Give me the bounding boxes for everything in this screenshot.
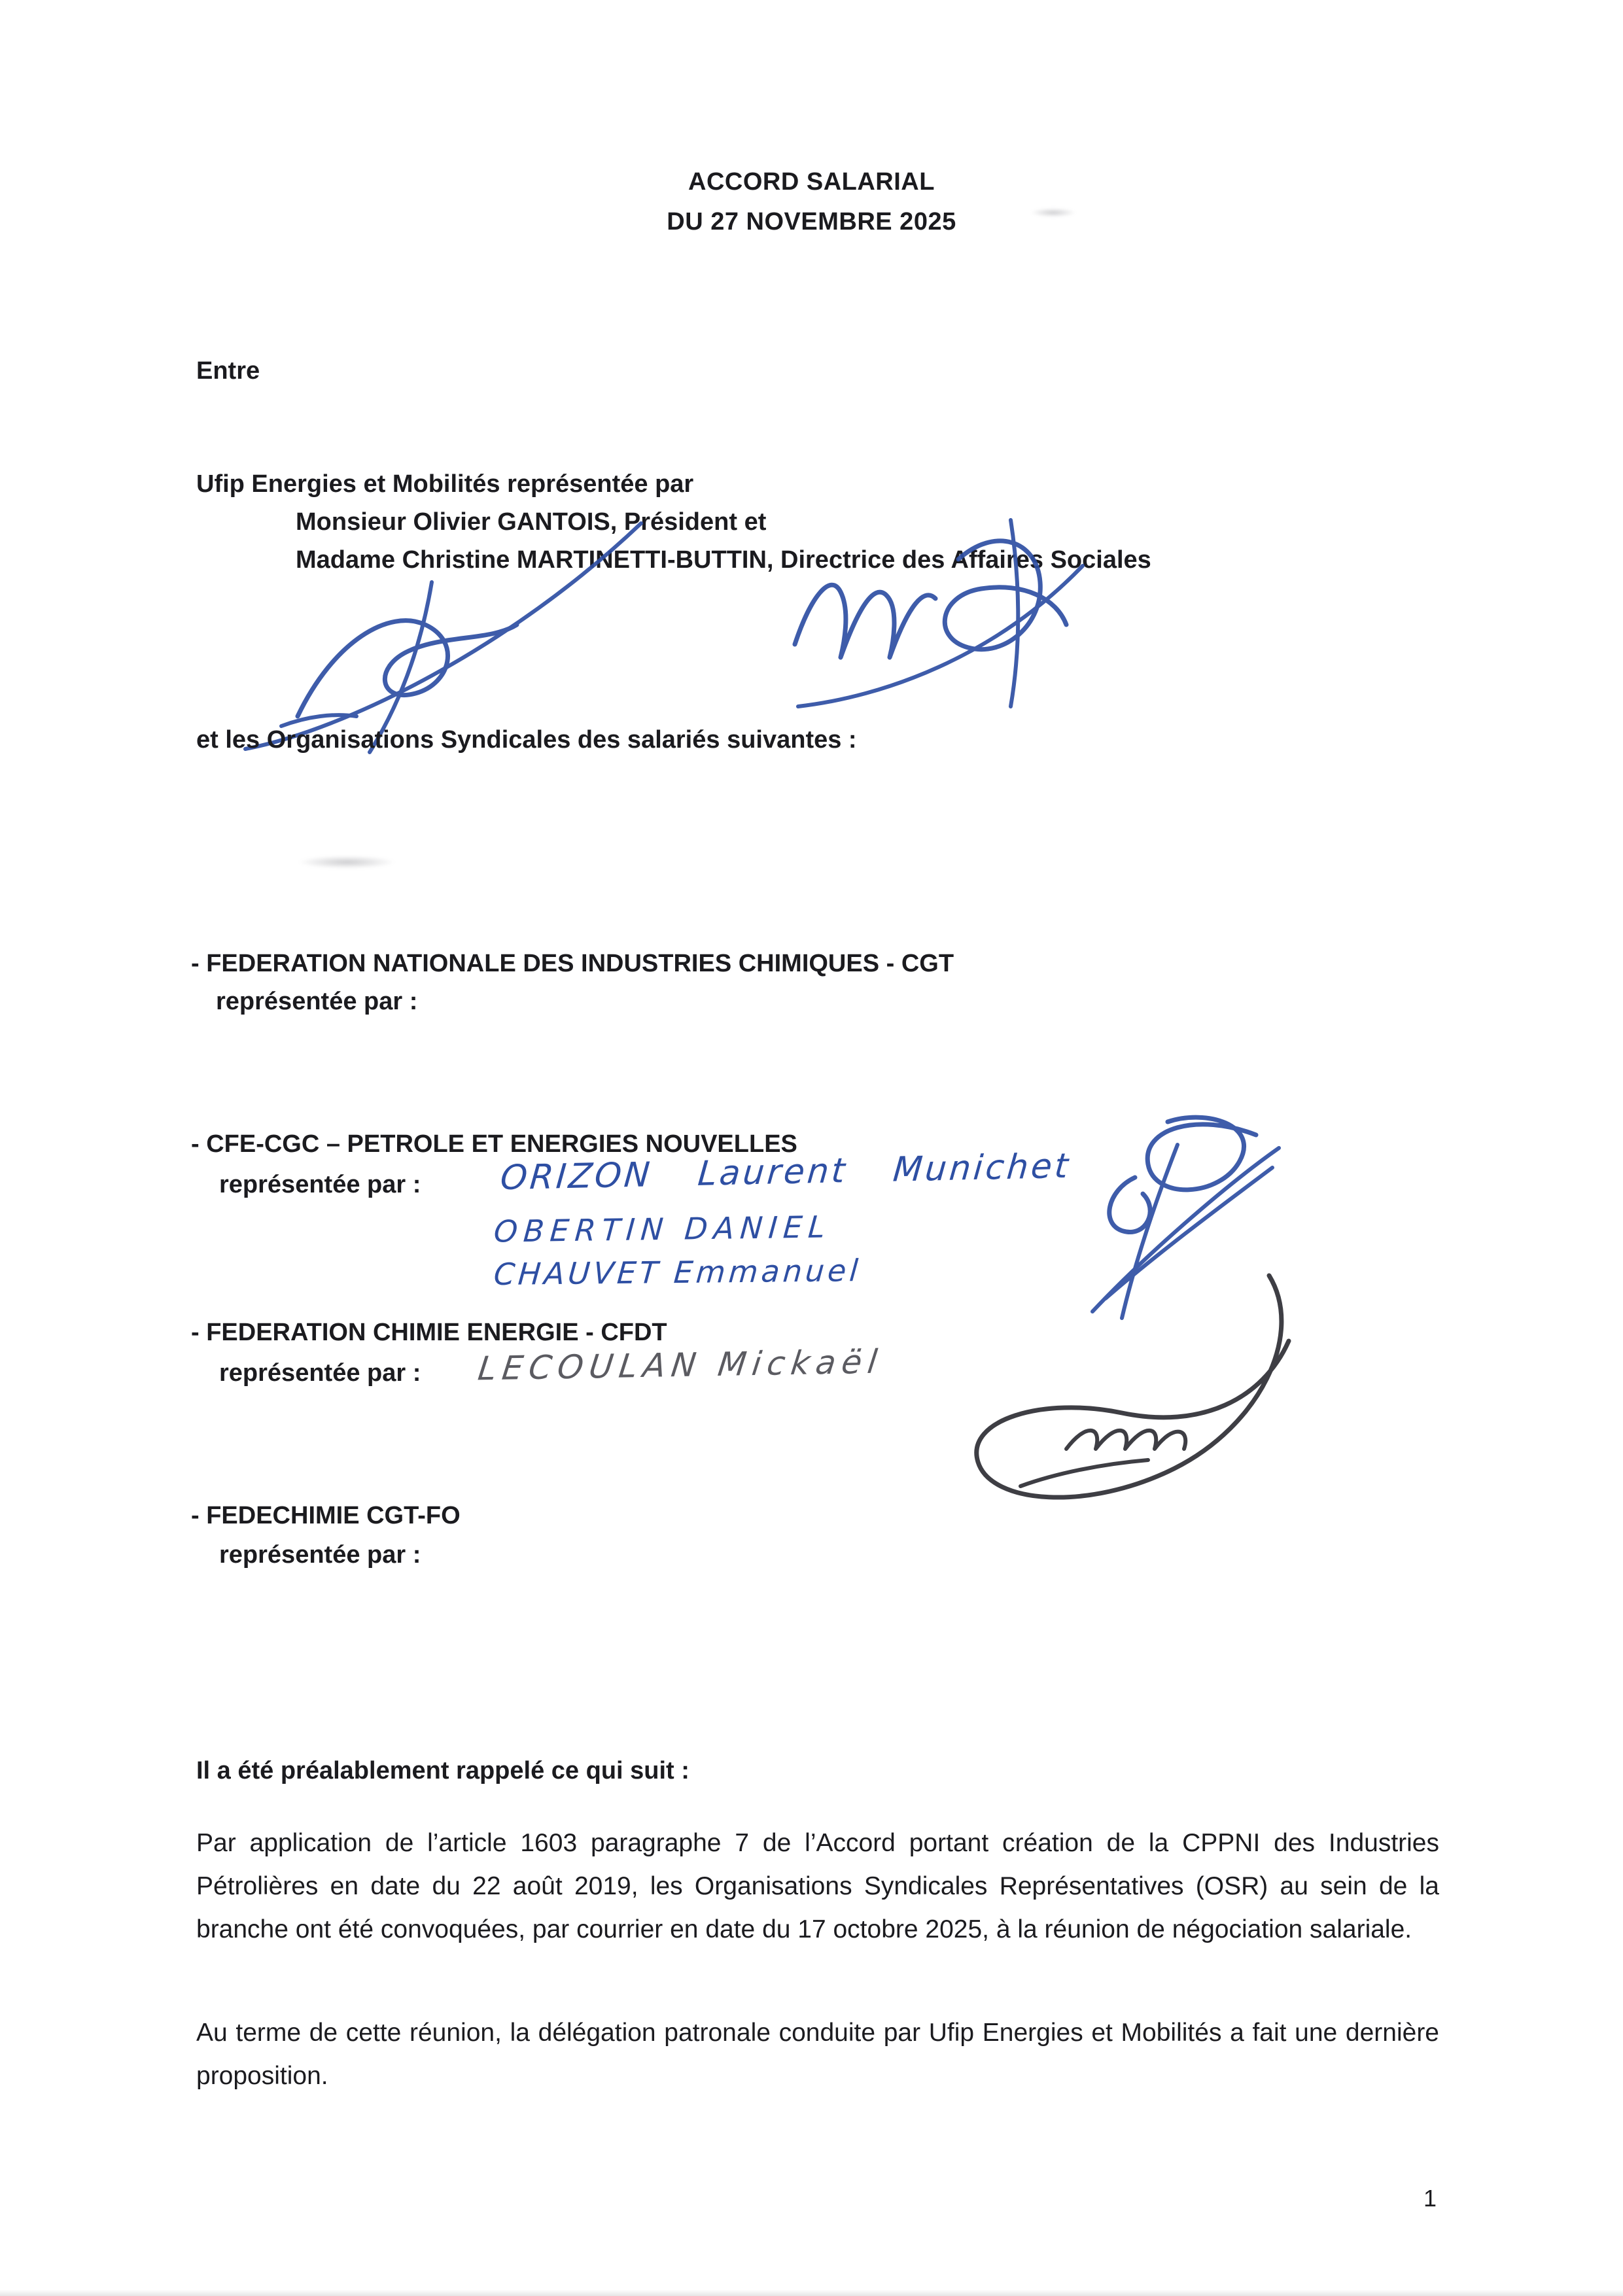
union-name-cgt: - FEDERATION NATIONALE DES INDUSTRIES CHIMIQUES - CGT bbox=[191, 950, 954, 977]
handwritten-laurent: Laurent bbox=[696, 1151, 849, 1194]
handwritten-name-lecoulan: LECOULAN Mickaël bbox=[476, 1342, 885, 1388]
employer-intro: Ufip Energies et Mobilités représentée par bbox=[196, 470, 694, 498]
handwritten-name-chauvet: CHAUVET Emmanuel bbox=[492, 1253, 863, 1292]
ink-smudge-middle bbox=[298, 856, 396, 869]
document-title-line1: ACCORD SALARIAL bbox=[688, 168, 935, 196]
unions-intro: et les Organisations Syndicales des salariés suivantes : bbox=[196, 726, 857, 754]
cfe-cgc-signature bbox=[942, 1099, 1295, 1334]
scan-edge-shadow bbox=[0, 2289, 1623, 2296]
document-title bbox=[0, 162, 1623, 242]
represented-by-fedechimie: représentée par : bbox=[219, 1541, 421, 1569]
union-name-fedechimie: - FEDECHIMIE CGT-FO bbox=[191, 1502, 461, 1529]
handwriting-gap bbox=[846, 1181, 892, 1182]
preamble-paragraph-1: Par application de l’article 1603 paragraphe 7 de l’Accord portant création de la CPPNI des Industries Pétrolières en date du 22 août 2019, les Organisations Syndicales Représentatives (OSR) au sein de la branche ont été convoquées, par courrier en date du 17 octobre 2025, à la réunion de négociation salariale. bbox=[196, 1829, 1439, 1943]
martinetti-buttin-signature bbox=[759, 504, 1099, 739]
page-number: 1 bbox=[1423, 2185, 1437, 2212]
represented-by-cfe-cgc: représentée par : bbox=[219, 1171, 421, 1198]
represented-by-cgt: représentée par : bbox=[216, 988, 418, 1015]
represented-by-cfdt: représentée par : bbox=[219, 1359, 421, 1387]
cfdt-signature bbox=[903, 1230, 1308, 1511]
handwritten-name-obertin: OBERTIN DANIEL bbox=[493, 1209, 833, 1249]
union-name-cfdt: - FEDERATION CHIMIE ENERGIE - CFDT bbox=[191, 1319, 667, 1346]
handwritten-orizon: ORIZON bbox=[498, 1155, 654, 1198]
employer-rep-1: Monsieur Olivier GANTOIS, Président et bbox=[296, 508, 767, 536]
preamble-paragraph-2: Au terme de cette réunion, la délégation patronale conduite par Ufip Energies et Mobilités a fait une dernière proposition. bbox=[196, 2019, 1439, 2090]
between-label: Entre bbox=[196, 357, 260, 385]
ink-smudge-top bbox=[1030, 208, 1076, 217]
employer-rep-2: Madame Christine MARTINETTI-BUTTIN, Directrice des Affaires Sociales bbox=[296, 546, 1151, 574]
document-title-line2: DU 27 NOVEMBRE 2025 bbox=[667, 208, 956, 235]
handwritten-munichet: Munichet bbox=[891, 1146, 1072, 1190]
union-name-cfe-cgc: - CFE-CGC – PETROLE ET ENERGIES NOUVELLES bbox=[191, 1130, 797, 1158]
preamble-heading: Il a été préalablement rappelé ce qui suit : bbox=[196, 1757, 689, 1784]
handwriting-gap bbox=[651, 1185, 697, 1186]
